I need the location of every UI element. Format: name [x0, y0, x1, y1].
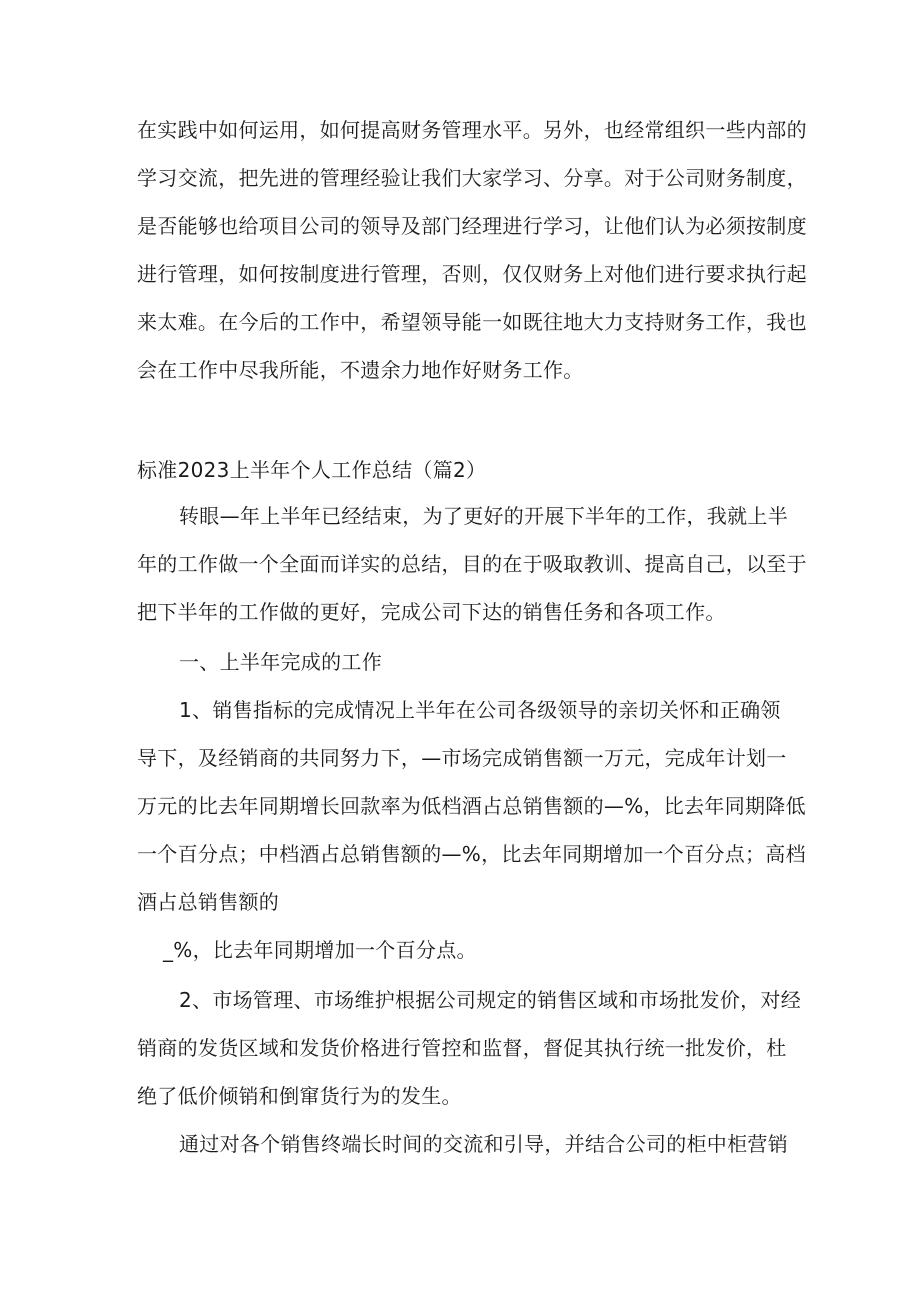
subsection-heading-block: [137, 638, 797, 686]
text-line: 销商的发货区域和发货价格进行管控和监督，督促其执行统一批发价，杜: [137, 1036, 787, 1060]
text-line: 会在工作中尽我所能，不遗余力地作好财务工作。: [137, 358, 584, 382]
text-line: 年的工作做一个全面而详实的总结，目的在于吸取教训、提高自己，以至于: [137, 552, 807, 576]
text-line: 把下半年的工作做的更好，完成公司下达的销售任务和各项工作。: [137, 600, 726, 624]
text-line: 导下，及经销商的共同努力下，—市场完成销售额一万元，完成年计划一: [137, 746, 787, 770]
subsection-heading: 一、上半年完成的工作: [179, 650, 382, 674]
item-2-paragraph: [137, 976, 802, 1120]
section-heading: 标准2023上半年个人工作总结（篇2）: [137, 458, 487, 482]
text-line: 万元的比去年同期增长回款率为低档酒占总销售额的—%，比去年同期降低: [137, 794, 806, 818]
text-line: 一个百分点；中档酒占总销售额的—%，比去年同期增加一个百分点；高档: [137, 842, 806, 866]
text-line: 2、市场管理、市场维护根据公司规定的销售区域和市场批发价，对经: [179, 988, 802, 1012]
intro-paragraph: [137, 492, 807, 636]
text-line: 进行管理，如何按制度进行管理，否则，仅仅财务上对他们进行要求执行起: [137, 262, 807, 286]
text-line: 来太难。在今后的工作中，希望领导能一如既往地大力支持财务工作，我也: [137, 310, 807, 334]
section-heading-block: [137, 446, 797, 494]
text-line: 是否能够也给项目公司的领导及部门经理进行学习，让他们认为必须按制度: [137, 214, 807, 238]
text-line: 1、销售指标的完成情况上半年在公司各级领导的亲切关怀和正确领: [179, 698, 781, 722]
paragraph-continuation: [137, 106, 807, 394]
text-line: 学习交流，把先进的管理经验让我们大家学习、分享。对于公司财务制度，: [137, 166, 807, 190]
text-line: 在实践中如何运用，如何提高财务管理水平。另外，也经常组织一些内部的: [137, 118, 807, 142]
text-line: _%，比去年同期增加一个百分点。: [163, 938, 477, 962]
text-line: 通过对各个销售终端长时间的交流和引导，并结合公司的柜中柜营销: [179, 1132, 788, 1156]
text-line: 酒占总销售额的: [137, 890, 280, 914]
text-line: 转眼—年上半年已经结束，为了更好的开展下半年的工作，我就上半: [179, 504, 788, 528]
closing-paragraph: [137, 1120, 797, 1168]
item-1-paragraph: [137, 686, 806, 974]
text-line: 绝了低价倾销和倒窜货行为的发生。: [137, 1084, 462, 1108]
